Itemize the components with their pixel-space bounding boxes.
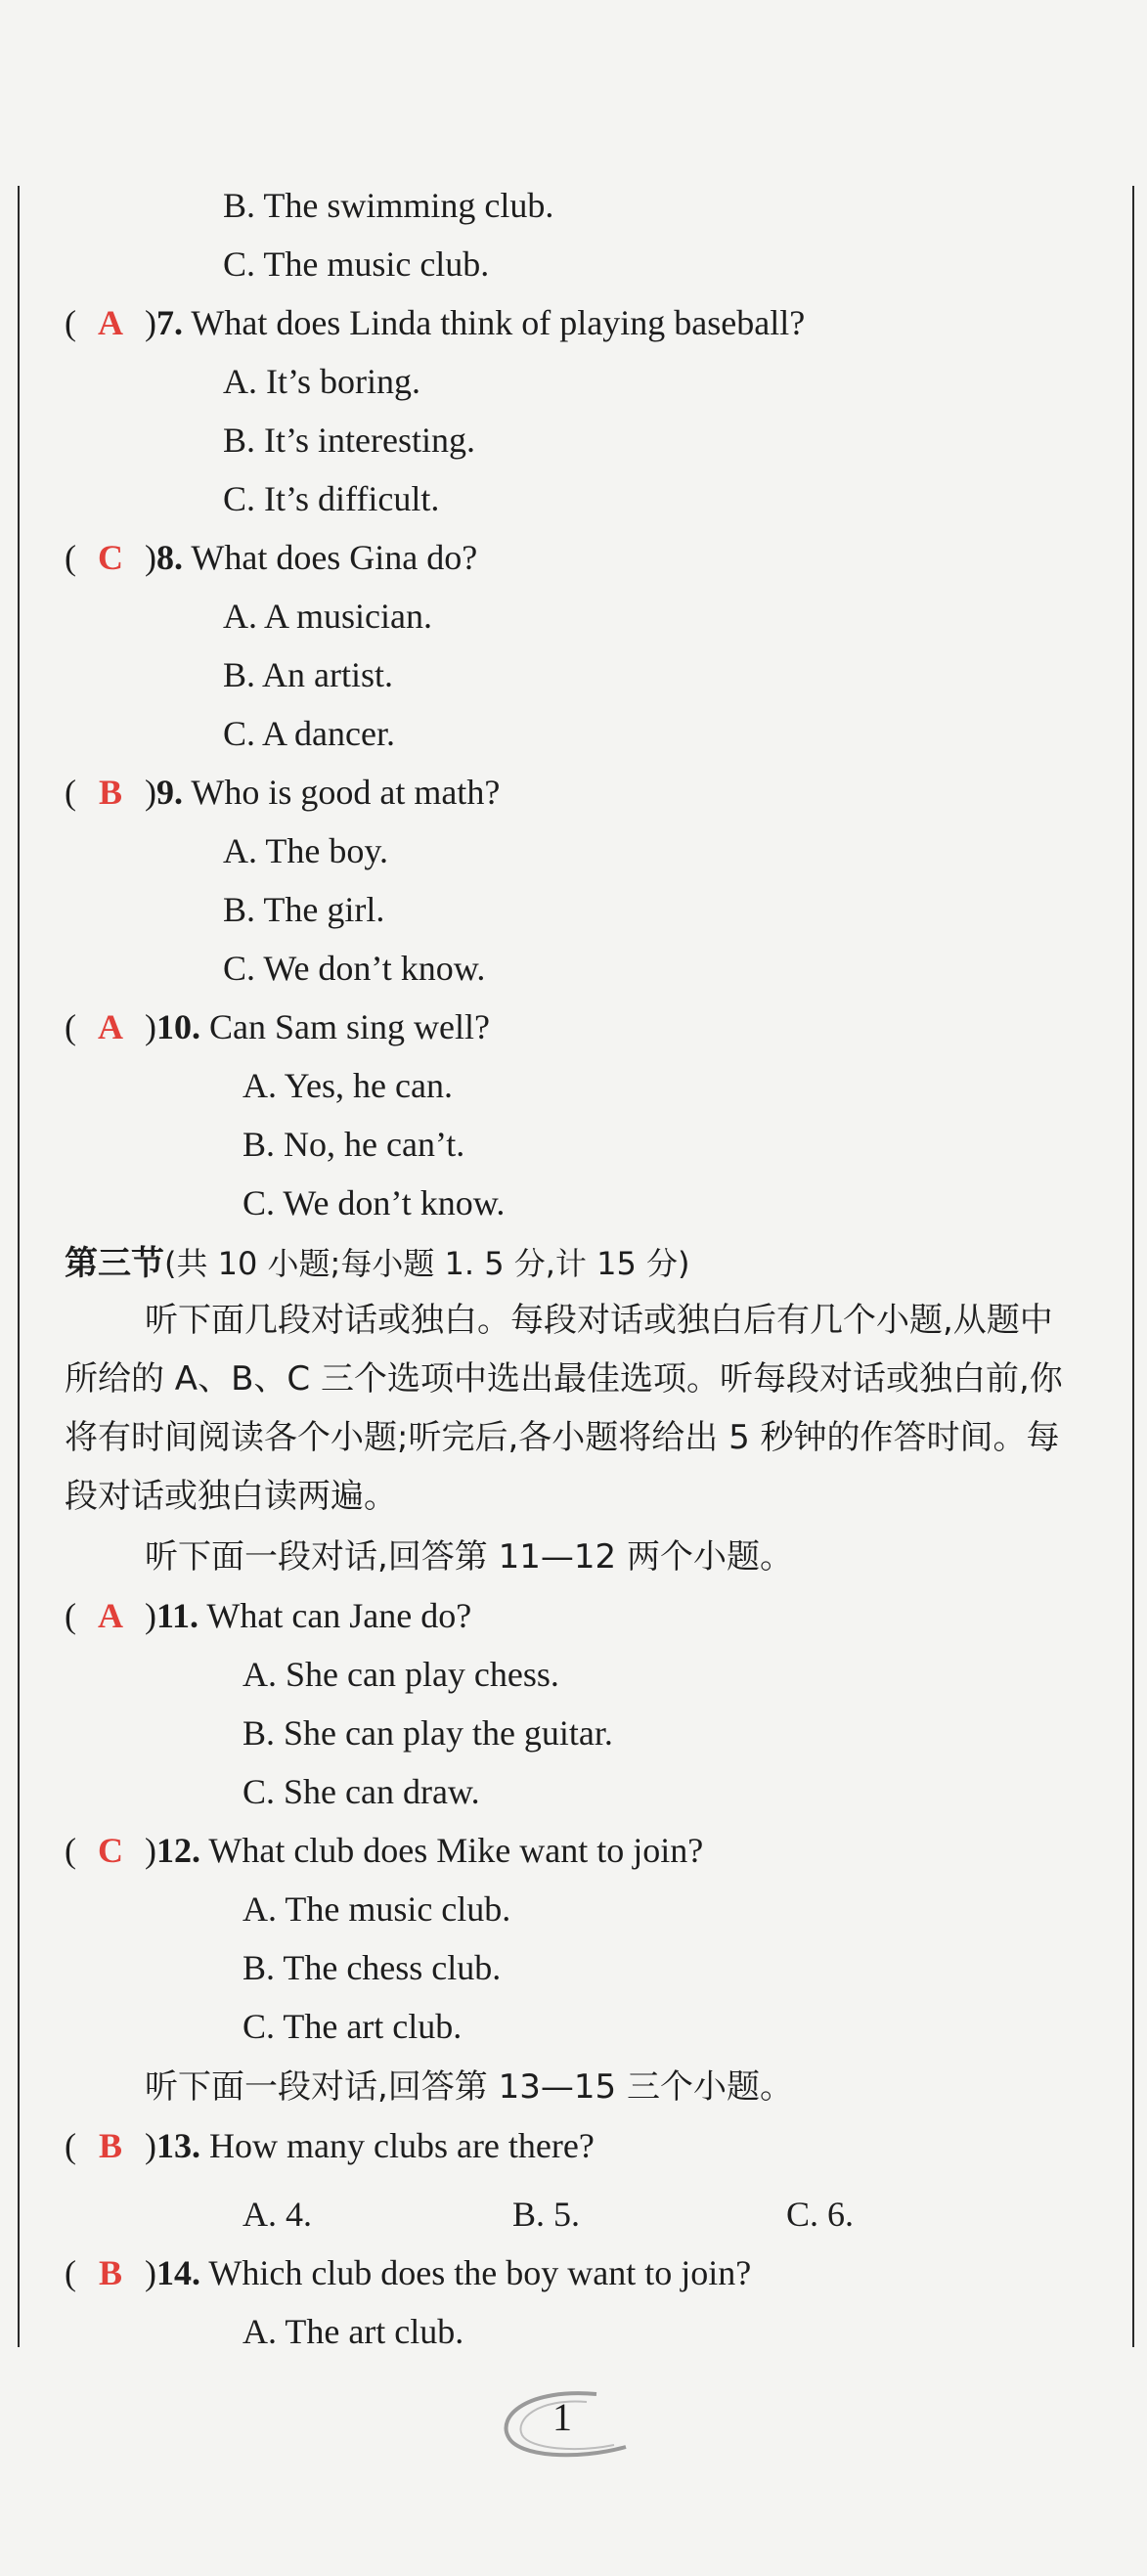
open-paren: ( xyxy=(65,1596,76,1635)
option-line: C. 6. xyxy=(786,2195,855,2234)
section-heading xyxy=(65,1242,689,1285)
option-line: A. The boy. xyxy=(223,831,388,870)
close-paren: ) xyxy=(145,1831,156,1870)
option-line: B. The girl. xyxy=(223,890,385,929)
option-line: A. 4. xyxy=(243,2195,312,2234)
option-line: B. She can play the guitar. xyxy=(243,1713,613,1753)
close-paren: ) xyxy=(145,1007,156,1046)
option-line: A. The music club. xyxy=(243,1889,511,1929)
close-paren: ) xyxy=(145,773,156,812)
page-number: 1 xyxy=(552,2395,572,2439)
close-paren: ) xyxy=(145,538,156,577)
question-text: Which club does the boy want to join? xyxy=(208,2253,752,2292)
question-number: 9. xyxy=(156,773,183,812)
open-paren: ( xyxy=(65,2253,76,2292)
question-10 xyxy=(65,1005,490,1048)
option-line: B. The chess club. xyxy=(243,1948,502,1987)
option-line: C. A dancer. xyxy=(223,714,395,753)
left-margin-rule xyxy=(18,186,20,2347)
section-subtitle: (共 10 小题;每小题 1. 5 分,计 15 分) xyxy=(164,1245,690,1282)
option-line: C. We don’t know. xyxy=(243,1183,506,1222)
section-instructions: 听下面几段对话或独白。每段对话或独白后有几个小题,从题中所给的 A、B、C 三个选项中选出最佳选项。听每段对话或独白前,你将有时间阅读各个小题;听完后,各小题将给出 5 秒钟的作答时间。每段对话或独白读两遍。 xyxy=(65,1301,1063,1516)
question-text: What does Gina do? xyxy=(191,538,478,577)
close-paren: ) xyxy=(145,1596,156,1635)
option-line: A. The art club. xyxy=(243,2312,464,2351)
close-paren: ) xyxy=(145,303,156,342)
option-line: B. An artist. xyxy=(223,655,394,694)
question-8 xyxy=(65,536,477,579)
question-text: What can Jane do? xyxy=(206,1596,472,1635)
answer-mark: C xyxy=(98,538,123,577)
option-line: B. No, he can’t. xyxy=(243,1125,465,1164)
answer-mark: A xyxy=(98,303,123,342)
option-line: A. A musician. xyxy=(223,597,432,636)
question-text: What club does Mike want to join? xyxy=(208,1831,704,1870)
option-line: C. It’s difficult. xyxy=(223,479,440,518)
option-line: A. Yes, he can. xyxy=(243,1066,453,1105)
open-paren: ( xyxy=(65,538,76,577)
option-line: A. It’s boring. xyxy=(223,362,420,401)
option-line: C. The art club. xyxy=(243,2007,463,2046)
page-number-badge xyxy=(489,2386,636,2465)
question-text: How many clubs are there? xyxy=(209,2126,595,2165)
open-paren: ( xyxy=(65,773,76,812)
open-paren: ( xyxy=(65,2126,76,2165)
dialogue-intro: 听下面一段对话,回答第 13—15 三个小题。 xyxy=(145,2067,793,2107)
section-title: 第三节 xyxy=(65,1244,164,1283)
dialogue-intro: 听下面一段对话,回答第 11—12 两个小题。 xyxy=(145,1537,793,1577)
option-line: A. She can play chess. xyxy=(243,1655,559,1694)
answer-mark: B xyxy=(98,2253,122,2292)
question-11 xyxy=(65,1594,471,1637)
answer-mark: C xyxy=(98,1831,123,1870)
question-14 xyxy=(65,2251,751,2294)
question-number: 12. xyxy=(156,1831,200,1870)
open-paren: ( xyxy=(65,303,76,342)
question-7 xyxy=(65,301,805,344)
answer-mark: A xyxy=(98,1596,123,1635)
question-13 xyxy=(65,2124,595,2167)
question-9 xyxy=(65,771,500,814)
question-number: 7. xyxy=(156,303,183,342)
right-margin-rule xyxy=(1132,186,1134,2347)
question-number: 10. xyxy=(156,1007,200,1046)
option-line: C. She can draw. xyxy=(243,1772,480,1811)
option-line: C. We don’t know. xyxy=(223,949,486,988)
open-paren: ( xyxy=(65,1007,76,1046)
question-number: 14. xyxy=(156,2253,200,2292)
close-paren: ) xyxy=(145,2126,156,2165)
question-text: Can Sam sing well? xyxy=(209,1007,490,1046)
option-line: C. The music club. xyxy=(223,244,490,284)
question-number: 11. xyxy=(156,1596,199,1635)
option-line: B. The swimming club. xyxy=(223,186,554,225)
option-line: B. 5. xyxy=(512,2195,581,2234)
option-line: B. It’s interesting. xyxy=(223,421,475,460)
open-paren: ( xyxy=(65,1831,76,1870)
question-number: 8. xyxy=(156,538,183,577)
question-text: Who is good at math? xyxy=(191,773,501,812)
question-text: What does Linda think of playing baseball? xyxy=(191,303,806,342)
answer-mark: B xyxy=(98,2126,122,2165)
close-paren: ) xyxy=(145,2253,156,2292)
answer-mark: B xyxy=(98,773,122,812)
answer-mark: A xyxy=(98,1007,123,1046)
question-12 xyxy=(65,1829,703,1872)
question-number: 13. xyxy=(156,2126,200,2165)
